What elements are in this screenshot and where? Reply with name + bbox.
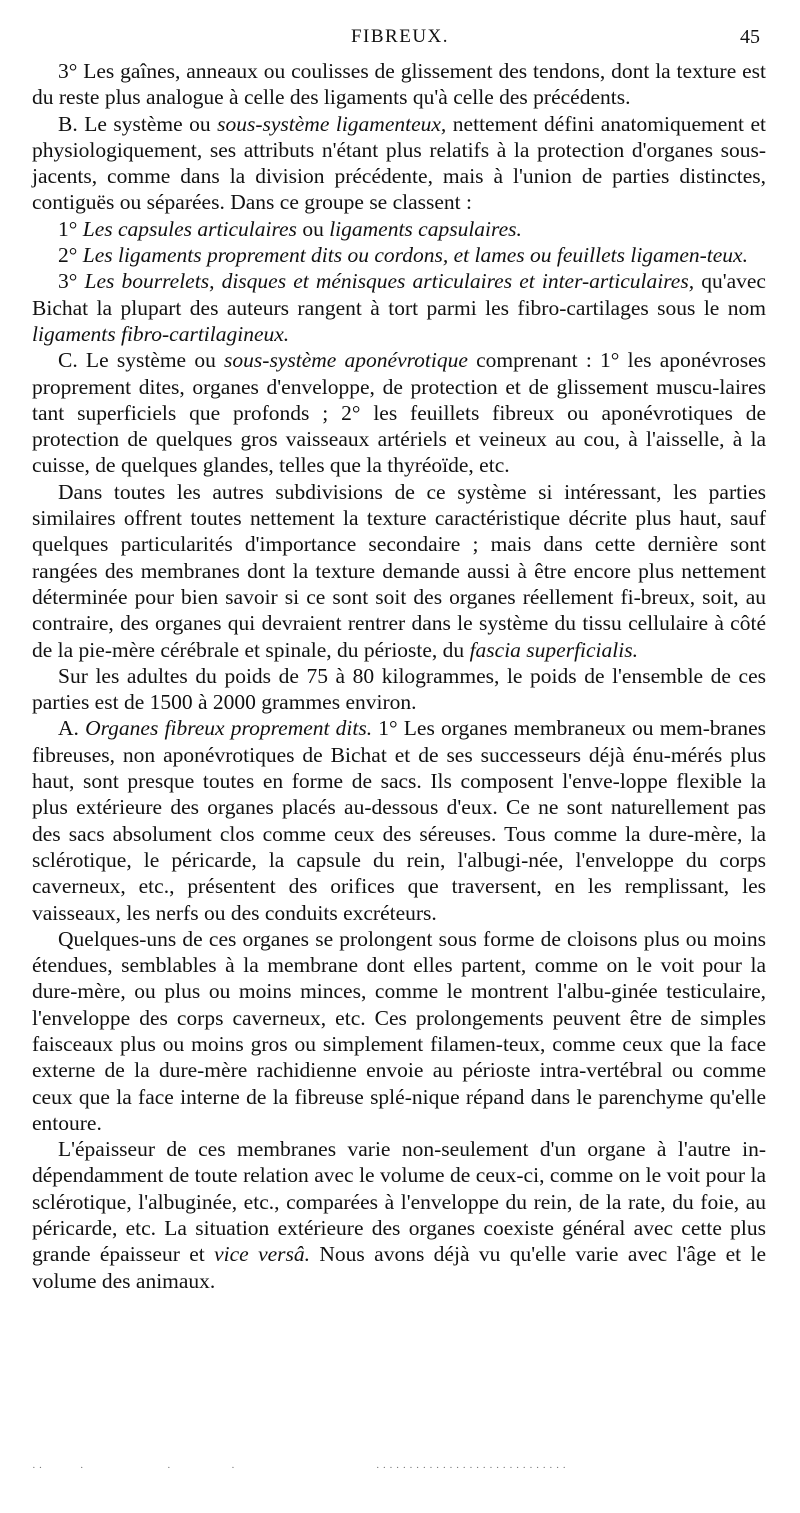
paragraph [32,242,766,268]
text-run: 3° Les gaînes, anneaux ou coulisses de glissement des tendons, dont la texture est du reste plus analogue à celle des ligaments qu'à celle des précédents. [32,59,766,110]
paragraph [32,479,766,663]
text-run: 3° [58,269,85,294]
paragraph [32,347,766,478]
text-run: Quelques-uns de ces organes se prolongent sous forme de cloisons plus ou moins étendues, semblables à la membrane dont elles partent, comme on le voit pour la dure-mère, ou plus ou moins minces, comme le montrent l'albu-ginée testiculaire, l'enveloppe des corps caverneux, etc. Ces prolongements peuvent être de simples faisceaux plus ou moins gros ou simplement filamen-teux, comme ceux que la face externe de la dure-mère rachidienne envoie au périoste intra-vertébral ou comme ceux que la face interne de la fibreuse splé-nique répand dans le parenchyme qu'elle entoure. [32,926,766,1135]
running-title: FIBREUX. [350,26,450,47]
text-run: 1° Les organes membraneux ou mem-branes fibreuses, non aponévrotiques de Bichat et de ses successeurs déjà énu-mérés plus haut, sont presque toutes en forme de sacs. Ils composent l'enve-loppe flexible la plus extérieure des organes placés au-dessous d'eux. Ce ne sont naturellement pas des sacs absolument clos comme ceux des séreuses. Tous comme la dure-mère, la sclérotique, le péricarde, la capsule du rein, l'albugi-née, l'enveloppe du corps caverneux, etc., présentent des orifices que traversent, en les remplissant, les vaisseaux, les nerfs ou des conduits excréteurs. [32,716,766,925]
paragraph [32,111,766,216]
text-run: Sur les adultes du poids de 75 à 80 kilogrammes, le poids de l'ensemble de ces parties est de 1500 à 2000 grammes environ. [32,663,766,715]
text-run: comprenant : 1° les aponévroses proprement dites, organes d'enveloppe, de protection et de glissement muscu-laires tant superficiels que profonds ; 2° les feuillets fibreux ou aponévrotiques de protection de quelques gros vaisseaux artériels et veineux au cou, à l'aisselle, à la cuisse, de quelques glandes, telles que la thyréoïde, etc. [32,348,766,478]
running-header [0,26,800,56]
text-run: Dans toutes les autres subdivisions de ce système si intéressant, les parties similaires offrent toutes nettement la texture caractéristique décrite plus haut, sauf quelques particularités d'importance secondaire ; mais dans cette dernière sont rangées des membranes dont la texture demande aussi à être encore plus nettement déterminée pour bien savoir si ce sont soit des organes réellement fi-breux, soit, au contraire, des organes qui devraient rentrer dans le système du tissu cellulaire à côté de la pie-mère cérébrale et spinale, du périoste, du [32,479,766,662]
body-text [32,58,766,1294]
italic-text: ligaments capsulaires. [329,216,522,241]
text-run: C. Le système ou [58,348,225,373]
italic-text: Les ligaments proprement dits ou cordons, et lames ou feuillets ligamen-teux. [82,243,748,268]
paragraph [32,663,766,716]
paragraph [32,715,766,925]
text-run: 1° [58,216,83,241]
text-run: Nous avons déjà vu qu'elle varie avec l'âge et le volume des animaux. [32,1242,766,1293]
italic-text: ligaments fibro-cartilagineux. [32,321,290,346]
paragraph [32,268,766,347]
italic-text: Les capsules articulaires [82,216,297,241]
text-run: qu'avec Bichat la plupart des auteurs rangent à tort parmi les fibro-cartilages sous le nom [32,269,766,320]
italic-text: sous-système ligamenteux, [217,111,447,136]
text-run: nettement défini anatomiquement et physiologiquement, ses attributs n'étant plus relatifs à la protection d'organes sous-jacents, comme dans la division précédente, mais à l'union de parties distinctes, contiguës ou séparées. Dans ce groupe se classent : [32,111,766,215]
italic-text: vice versâ. [214,1242,311,1267]
print-artifact-dots: ·· · · · ····························· [32,1462,570,1474]
page-number: 45 [740,26,760,48]
text-run: L'épaisseur de ces membranes varie non-seulement d'un organe à l'autre in-dépendamment de toute relation avec le volume de ceux-ci, comme on le voit pour la sclérotique, l'albuginée, etc., comparées à l'enveloppe du rein, de la rate, du foie, au péricarde, etc. La situation extérieure des organes coexiste général avec cette plus grande épaisseur et [32,1137,766,1267]
italic-text: Les bourrelets, disques et ménisques articulaires et inter-articulaires, [84,269,695,294]
text-run: ou [296,216,330,241]
text-run: A. [58,716,86,741]
paragraph [32,216,766,242]
italic-text: fascia superficialis. [469,637,638,662]
text-run: B. Le système ou [58,111,218,136]
paragraph [32,926,766,1136]
italic-text: Organes fibreux proprement dits. [85,716,373,741]
paragraph [32,58,766,111]
text-run: 2° [58,243,83,268]
paragraph [32,1136,766,1294]
italic-text: sous-système aponévrotique [224,348,468,373]
